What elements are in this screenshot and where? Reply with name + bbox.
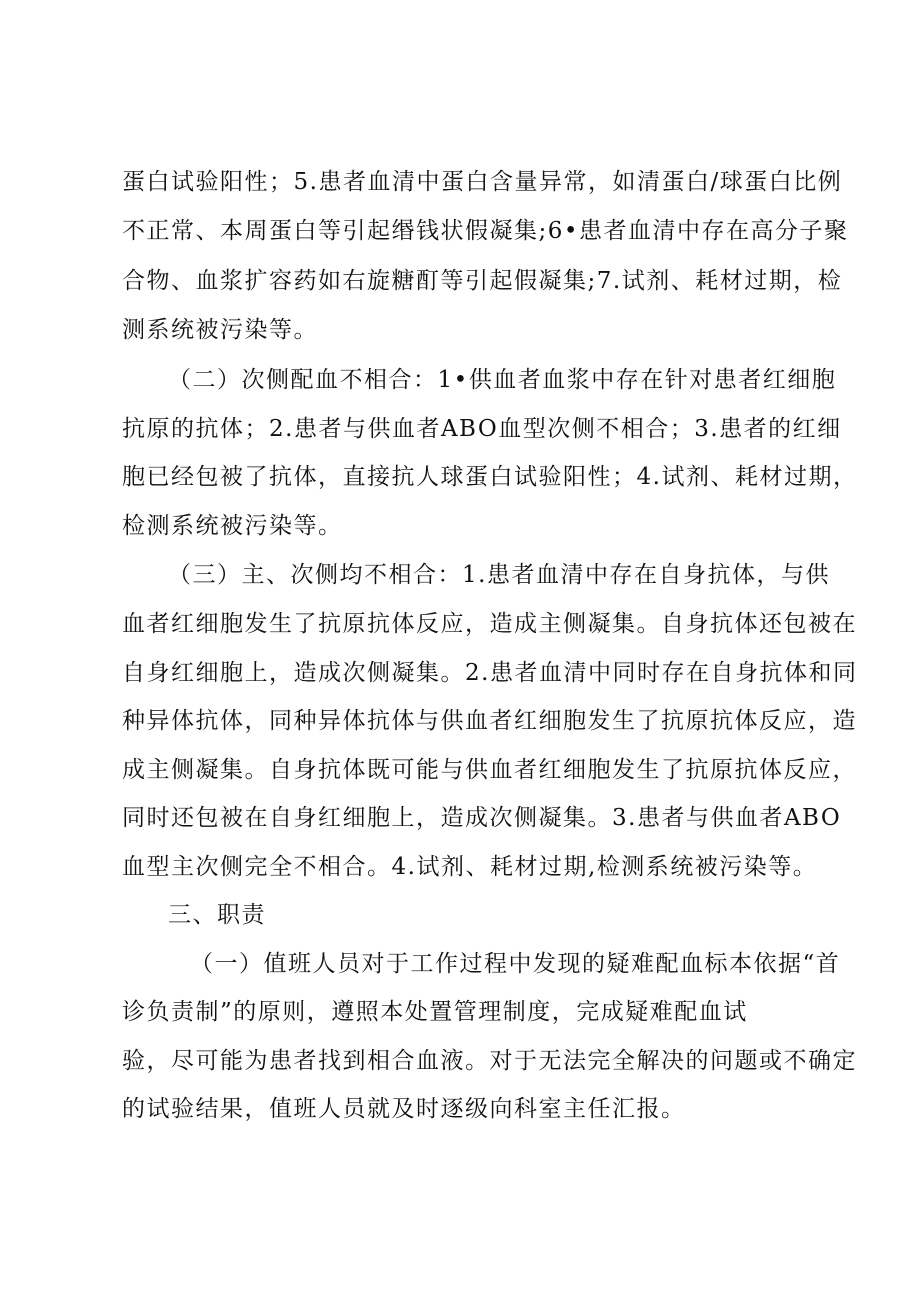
paragraph-4-start: （一）值班人员对于工作过程中发现的疑难配血标本依据“首 (190, 951, 841, 977)
text-line-1: 蛋白试验阳性；5.患者血清中蛋白含量异常，如清蛋白/球蛋白比例 (122, 169, 843, 195)
text-line-2: 不正常、本周蛋白等引起缗钱状假凝集;6•患者血清中存在高分子聚 (122, 218, 849, 244)
text-line-19: 验，尽可能为患者找到相合血液。对于无法完全解决的问题或不确定 (122, 1048, 857, 1074)
text-line-7: 胞已经包被了抗体，直接抗人球蛋白试验阳性；4.试剂、耗材过期， (122, 464, 858, 490)
text-line-8: 检测系统被污染等。 (122, 513, 343, 539)
text-line-14: 同时还包被在自身红细胞上，造成次侧凝集。3.患者与供血者ABO (122, 805, 842, 831)
text-line-3: 合物、血浆扩容药如右旋糖酊等引起假凝集;7.试剂、耗材过期，检 (122, 268, 843, 294)
text-line-6: 抗原的抗体；2.患者与供血者ABO血型次侧不相合；3.患者的红细 (122, 416, 842, 442)
text-line-18: 诊负责制”的原则，遵照本处置管理制度，完成疑难配血试 (122, 999, 748, 1025)
paragraph-3-start: （三）主、次侧均不相合：1.患者血清中存在自身抗体，与供 (168, 562, 830, 588)
section-heading-duties: 三、职责 (168, 902, 266, 928)
text-line-20: 的试验结果，值班人员就及时逐级向科室主任汇报。 (122, 1096, 686, 1122)
text-line-15: 血型主次侧完全不相合。4.试剂、耗材过期,检测系统被污染等。 (122, 854, 818, 880)
paragraph-2-start: （二）次侧配血不相合：1•供血者血浆中存在针对患者红细胞 (168, 367, 837, 393)
text-line-12: 种异体抗体，同种异体抗体与供血者红细胞发生了抗原抗体反应，造 (122, 708, 857, 734)
text-line-10: 血者红细胞发生了抗原抗体反应，造成主侧凝集。自身抗体还包被在 (122, 611, 857, 637)
text-line-4: 测系统被污染等。 (122, 317, 318, 343)
text-line-11: 自身红细胞上，造成次侧凝集。2.患者血清中同时存在自身抗体和同 (122, 660, 858, 686)
text-line-13: 成主侧凝集。自身抗体既可能与供血者红细胞发生了抗原抗体反应， (122, 757, 857, 783)
